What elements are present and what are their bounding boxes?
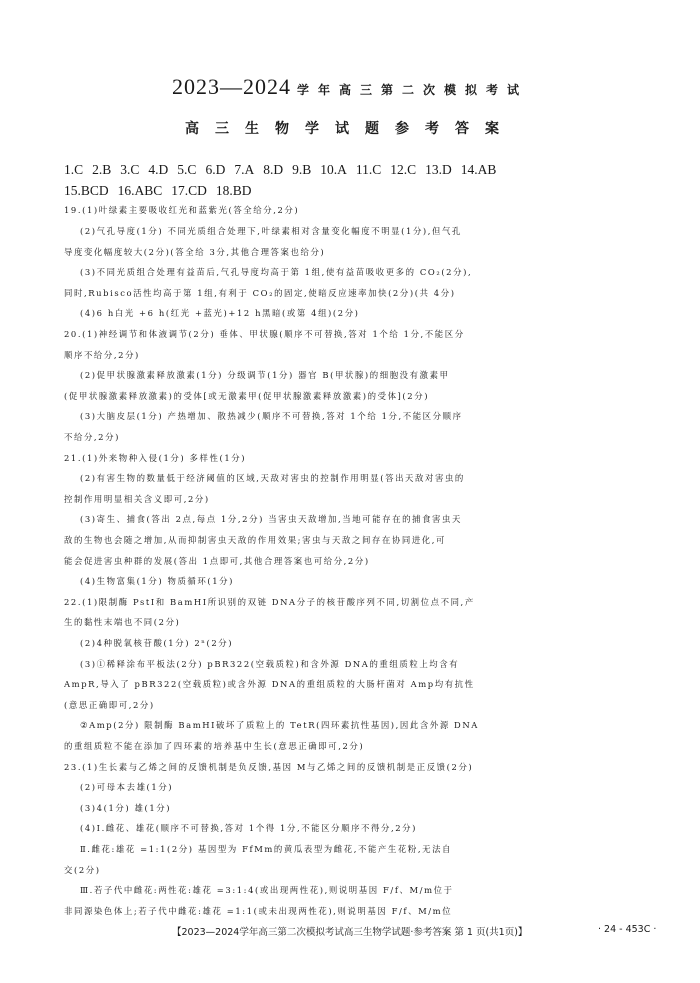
- choice-answer: 17.CD: [171, 183, 207, 198]
- exam-title: [0, 74, 700, 100]
- choice-answer: 16.ABC: [117, 183, 163, 198]
- answer-line: 顺序不给分,2分): [64, 350, 140, 360]
- answer-line: (4)Ⅰ.雌花、雄花(顺序不可替换,答对 1个得 1分,不能区分顺序不得分,2分): [80, 823, 418, 833]
- answer-line: (2)可母本去雄(1分): [80, 782, 174, 792]
- choice-answer: 13.D: [425, 162, 452, 177]
- choice-answer: 2.B: [92, 162, 112, 177]
- choice-answer: 7.A: [234, 162, 255, 177]
- answer-line: 非同源染色体上;若子代中雌花:雄花 =1:1(或未出现两性花),则说明基因 F/f、M/m位: [64, 906, 453, 916]
- choice-answers-row-1: [64, 159, 664, 180]
- exam-year: 2023—2024: [171, 74, 291, 99]
- doc-code: · 24 - 453C ·: [598, 924, 657, 935]
- answer-line: 敌的生物也会随之增加,从而抑制害虫天敌的作用效果;害虫与天敌之间存在协同进化,可: [64, 535, 447, 545]
- answer-line: (促甲状腺激素释放激素)的受体[或无激素甲(促甲状腺激素释放激素)的受体](2分): [64, 391, 430, 401]
- answer-line: 交(2分): [64, 865, 101, 875]
- exam-title-text: 学年高三第二次模拟考试: [296, 83, 528, 97]
- answer-line: Ⅱ.雌花:雄花 =1:1(2分) 基因型为 FfMm的黄瓜表型为雌花,不能产生花粉,无法自: [80, 844, 453, 854]
- choice-answer: 3.C: [120, 162, 140, 177]
- answer-line: AmpR,导入了 pBR322(空载质粒)或含外源 DNA的重组质粒的大肠杆菌对 Amp均有抗性: [64, 679, 475, 689]
- choice-answer: 11.C: [355, 162, 382, 177]
- answer-subtitle: 高三生物学试题参考答案: [185, 121, 515, 137]
- answer-line: Ⅲ.若子代中雌花:两性花:雄花 =3:1:4(或出现两性花),则说明基因 F/f、M/m位于: [80, 885, 454, 895]
- answer-line: 不给分,2分): [64, 432, 120, 442]
- answer-line: 控制作用明显相关含义即可,2分): [64, 494, 210, 504]
- answer-line: ②Amp(2分) 限制酶 BamHⅠ破坏了质粒上的 TetR(四环素抗性基因),因此含外源 DNA: [80, 720, 479, 730]
- answer-line: (3)寄生、捕食(答出 2点,每点 1分,2分) 当害虫天敌增加,当地可能存在的捕食害虫天: [80, 514, 462, 524]
- answer-line: 19.(1)叶绿素主要吸收红光和蓝紫光(答全给分,2分): [64, 205, 300, 215]
- choice-answer: 15.BCD: [64, 183, 109, 198]
- choice-answer: 18.BD: [215, 183, 252, 198]
- choice-answer: 10.A: [320, 162, 347, 177]
- answer-line: (2)促甲状腺激素释放激素(1分) 分级调节(1分) 器官 B(甲状腺)的细胞没有激素甲: [80, 370, 450, 380]
- answer-line: (3)大脑皮层(1分) 产热增加、散热减少(顺序不可替换,答对 1个给 1分,不能区分顺序: [80, 411, 463, 421]
- answer-line: (3)不同光质组合处理有益苗后,气孔导度均高于第 1组,使有益苗吸收更多的 CO₂(2分),: [80, 267, 473, 277]
- answer-line: 能会促进害虫种群的发展(答出 1点即可,其他合理答案也可给分,2分): [64, 556, 370, 566]
- answer-line: (3)4(1分) 雄(1分): [80, 803, 172, 813]
- answer-line: 的重组质粒不能在添加了四环素的培养基中生长(意思正确即可,2分): [64, 741, 365, 751]
- answer-line: (3)①稀释涂布平板法(2分) pBR322(空载质粒)和含外源 DNA的重组质粒上均含有: [80, 659, 460, 669]
- choice-answer: 6.D: [205, 162, 226, 177]
- answer-line: (2)有害生物的数量低于经济阈值的区域,天敌对害虫的控制作用明显(答出天敌对害虫的: [80, 473, 465, 483]
- answer-line: 生的黏性末端也不同(2分): [64, 617, 181, 627]
- answer-line: (2)气孔导度(1分) 不同光质组合处理下,叶绿素相对含量变化幅度不明显(1分),但气孔: [80, 226, 462, 236]
- answer-line: 22.(1)限制酶 PstⅠ和 BamHⅠ所识别的双链 DNA分子的核苷酸序列不同,切割位点不同,产: [64, 597, 475, 607]
- choice-answer: 5.C: [177, 162, 197, 177]
- answer-line: 23.(1)生长素与乙烯之间的反馈机制是负反馈,基因 M与乙烯之间的反馈机制是正反馈(2分): [64, 762, 474, 772]
- answer-line: (2)4种脱氧核苷酸(1分) 2ⁿ(2分): [80, 638, 234, 648]
- answer-line: 同时,Rubisco活性均高于第 1组,有利于 CO₂的固定,使暗反应速率加快(2分)(共 4分): [64, 288, 456, 298]
- choice-answers-row-2: [64, 180, 664, 201]
- choice-answer: 8.D: [263, 162, 284, 177]
- answer-line: (意思正确即可,2分): [64, 700, 155, 710]
- choice-answer: 4.D: [148, 162, 169, 177]
- choice-answer: 1.C: [64, 162, 84, 177]
- choice-answer: 12.C: [390, 162, 417, 177]
- choice-answer: 9.B: [292, 162, 312, 177]
- choice-answer: 14.AB: [460, 162, 497, 177]
- answer-line: 导度变化幅度较大(2分)(答全给 3分,其他合理答案也给分): [64, 247, 326, 257]
- answer-line: 21.(1)外来物种入侵(1分) 多样性(1分): [64, 453, 247, 463]
- answer-line: 20.(1)神经调节和体液调节(2分) 垂体、甲状腺(顺序不可替换,答对 1个给 1分,不能区分: [64, 329, 465, 339]
- answer-line: (4)6 h白光 +6 h(红光 +蓝光)+12 h黑暗(或第 4组)(2分): [80, 308, 360, 318]
- page-footer: 【2023—2024学年高三第二次模拟考试高三生物学试题·参考答案 第 1 页(共1页)】: [172, 927, 528, 938]
- answer-line: (4)生物富集(1分) 物质循环(1分): [80, 576, 235, 586]
